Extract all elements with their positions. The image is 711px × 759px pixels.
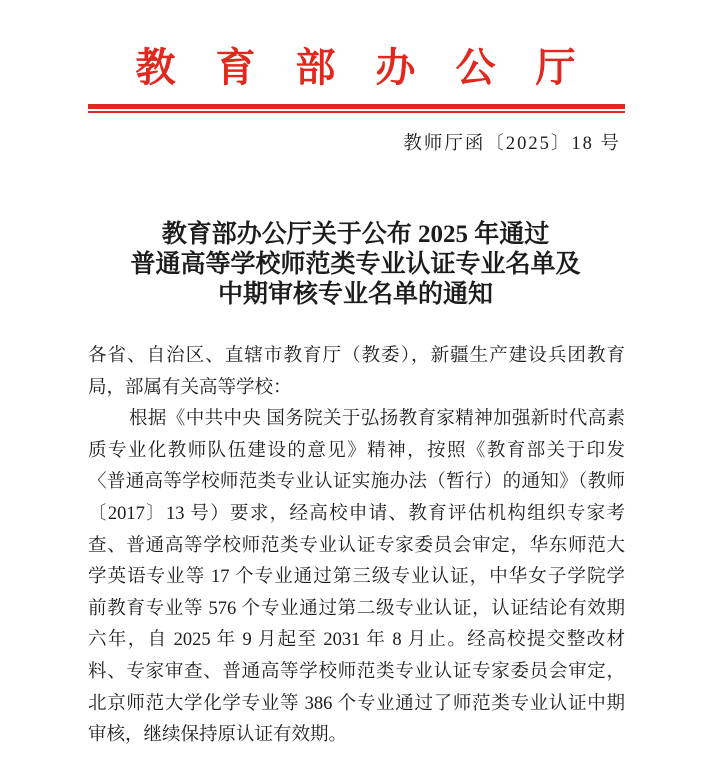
red-rule-thick-line [88,104,625,109]
body-line: 北京师范大学化学专业等 386 个专业通过了师范类专业认证中期 [88,693,625,714]
body-line: 〈普通高等学校师范类专业认证实施办法（暂行）的通知》（教师 [88,472,625,493]
body-line: 根据《中共中央 国务院关于弘扬教育家精神加强新时代高素 [129,409,625,430]
document-reference-number: 教师厅函〔2025〕18 号 [403,134,621,154]
notice-title-line: 中期审核专业名单的通知 [217,281,493,308]
body-line: 质专业化教师队伍建设的意见》精神，按照《教育部关于印发 [88,440,625,461]
letterhead [0,46,711,99]
notice-body [88,341,625,752]
red-rule-thin-line [88,111,625,113]
notice-title-line: 普通高等学校师范类专业认证专业名单及 [130,251,581,278]
notice-title [0,220,711,310]
body-line: 各省、自治区、直辖市教育厅（教委），新疆生产建设兵团教育 [88,346,625,366]
red-divider-rule [88,104,625,113]
body-line: 局，部属有关高等学校： [88,377,292,398]
issuing-org-title: 教育部办公厅 [135,45,616,90]
body-line: 审核，继续保持原认证有效期。 [88,725,348,746]
notice-title-line: 教育部办公厅关于公布 2025 年通过 [161,221,550,248]
body-line: 〔2017〕13 号）要求，经高校申请、教育评估机构组织专家考 [88,503,625,524]
body-line: 料、专家审查、普通高等学校师范类专业认证专家委员会审定， [88,661,625,682]
body-line: 六年，自 2025 年 9 月起至 2031 年 8 月止。经高校提交整改材 [88,630,625,651]
body-line: 前教育专业等 576 个专业通过第二级专业认证，认证结论有效期 [88,598,625,619]
body-line: 学英语专业等 17 个专业通过第三级专业认证，中华女子学院学 [88,567,625,588]
body-line: 查、普通高等学校师范类专业认证专家委员会审定，华东师范大 [88,535,625,556]
